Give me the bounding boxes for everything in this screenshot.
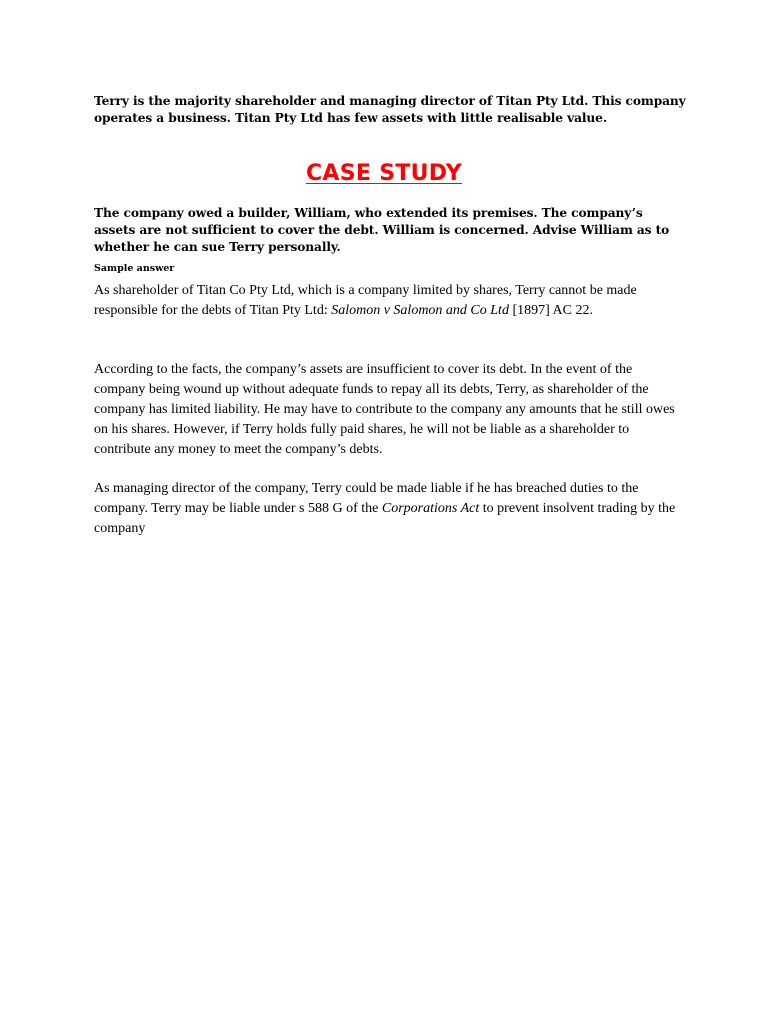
answer-paragraph-2: According to the facts, the company’s assets are insufficient to cover its debt. In the event of the company being wound up without adequate funds to repay all its debts, Terry, as shareholder of the company has limited liability. He may have to contribute to the company any amounts that he still owes on his shares. However, if Terry holds fully paid shares, he will not be liable as a shareholder to contribute any money to meet the company’s debts. [94,362,675,457]
answer-3-text-before: As managing director of the company, Terry could be made liable if he has breached duties to the company. Terry may be liable under s 588 G of the [94,481,639,516]
answer-paragraph-1 [94,281,684,321]
question-paragraph: The company owed a builder, William, who extended its premises. The company’s assets are not sufficient to cover the debt. William is concerned. Advise William as to whether he can sue Terry personally. [94,206,670,254]
answer-3-text-after: to prevent insolvent trading by the company [94,501,676,536]
intro-paragraph: Terry is the majority shareholder and managing director of Titan Pty Ltd. This company operates a business. Titan Pty Ltd has few assets with little realisable value. [94,94,686,125]
case-study-title [0,159,768,189]
sample-answer-label: Sample answer [94,263,175,274]
answer-1-text-before: As shareholder of Titan Co Pty Ltd, which is a company limited by shares, Terry cannot be made responsible for the debts of Titan Pty Ltd: [94,283,637,318]
case-citation: Salomon v Salomon and Co Ltd [331,303,509,318]
act-citation: Corporations Act [381,501,480,516]
case-study-title-text: CASE STUDY [305,161,462,186]
answer-paragraph-3 [94,479,684,539]
answer-1-text-after: [1897] AC 22. [508,303,593,318]
